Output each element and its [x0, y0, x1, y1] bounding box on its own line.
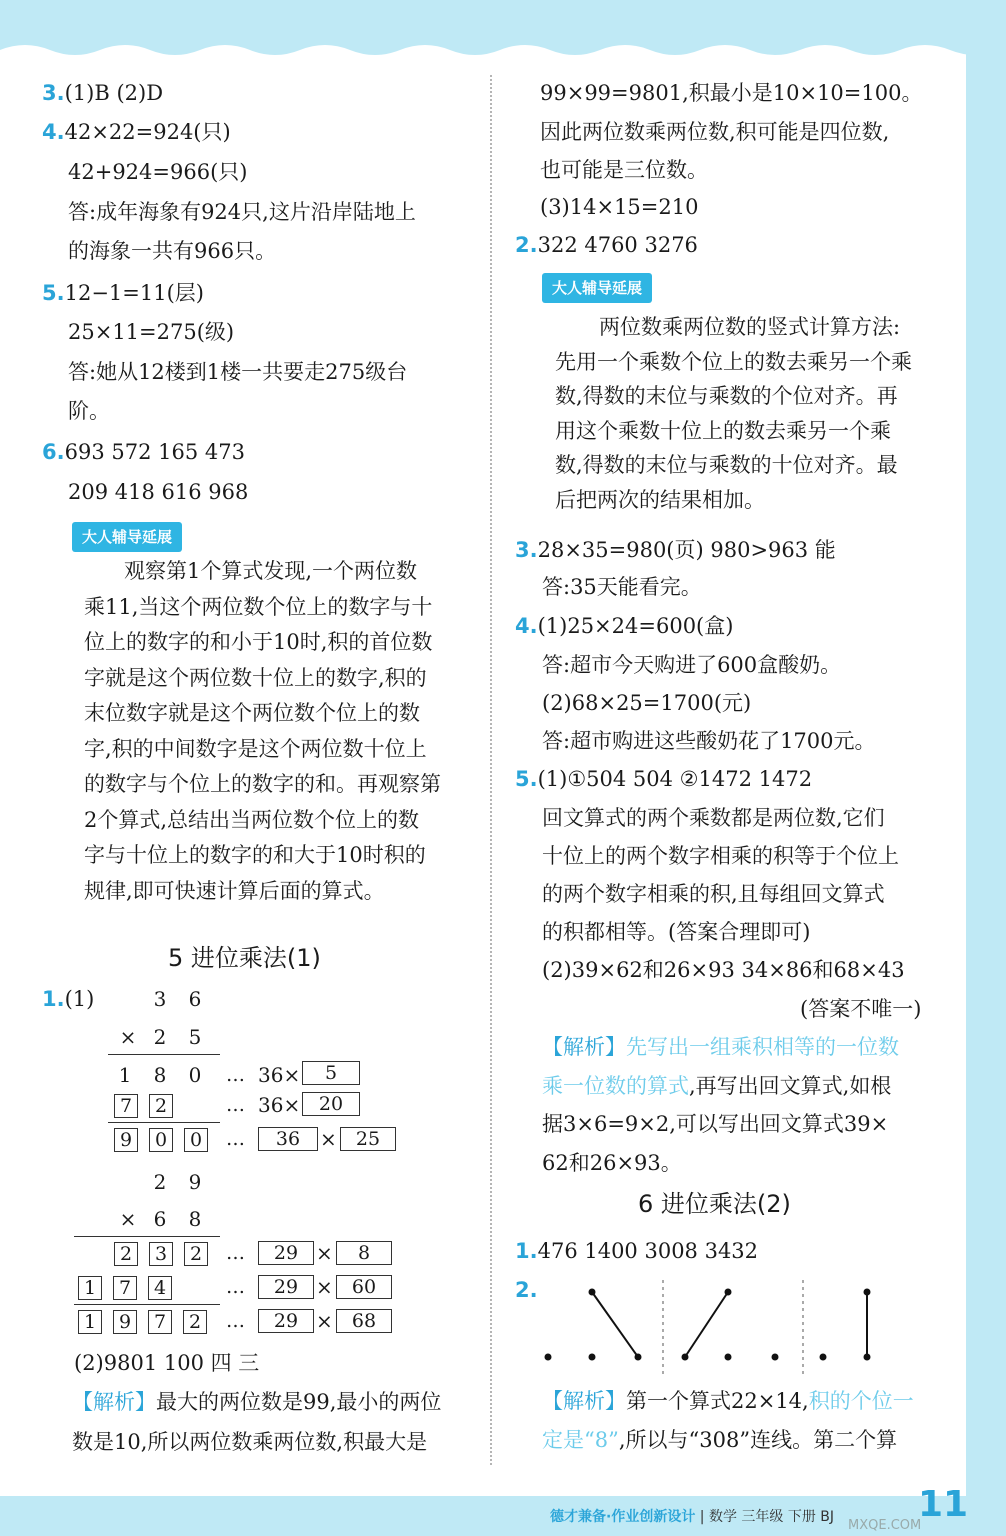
calc-a-dots: …: [226, 1128, 245, 1150]
right-line1: 因此两位数乘两位数,积可能是四位数,: [540, 120, 890, 144]
calc-b-times: ×: [316, 1275, 333, 1299]
calc-a-times: ×: [119, 1025, 137, 1049]
answer-box: 1: [78, 1276, 102, 1300]
answer-box: 2: [184, 1242, 208, 1266]
answer-box: 2: [183, 1310, 207, 1334]
right-q4-line2: 答:超市今天购进了600盒酸奶。: [542, 653, 842, 677]
match-dot: [772, 1354, 779, 1361]
watermark: MXQE.COM: [848, 1518, 922, 1533]
right-q3-line1: 3.28×35=980(页) 980>963 能: [515, 538, 836, 562]
calc-b-line: [74, 1236, 220, 1237]
top-wave-band: [0, 0, 1006, 62]
answer-box: 5: [302, 1061, 360, 1085]
calc-a-digit: 3: [153, 987, 167, 1011]
left-q6-line1: 6.693 572 165 473: [42, 440, 245, 464]
extension-line: 观察第1个算式发现,一个两位数: [124, 559, 418, 583]
extension-line: 规律,即可快速计算后面的算式。: [84, 878, 385, 903]
right-q5-line4: 的两个数字相乘的积,且每组回文算式: [542, 882, 885, 906]
right-q5-line1: 5.(1)①504 504 ②1472 1472: [515, 767, 813, 791]
extension-line: 两位数乘两位数的竖式计算方法:: [599, 315, 901, 339]
right-jiexi-a-line3: 据3×6=9×2,可以写出回文算式39×: [542, 1112, 889, 1136]
extension-line: 乘11,当这个两位数个位上的数字与十: [84, 594, 433, 619]
calc-a-digit: 2: [153, 1025, 167, 1049]
answer-box: 2: [114, 1242, 138, 1266]
answer-box: 2: [149, 1094, 173, 1118]
calc-b-times: ×: [316, 1309, 333, 1333]
match-dot: [725, 1354, 732, 1361]
extension-line: 后把两次的结果相加。: [555, 487, 765, 512]
left-q5-line3: 答:她从12楼到1楼一共要走275级台: [68, 360, 408, 384]
calc-b-times: ×: [119, 1207, 137, 1231]
left-q4-line4: 的海象一共有966只。: [68, 239, 277, 263]
calc-a-dots: …: [226, 1094, 245, 1116]
right-jiexi-b-line1: 【解析】第一个算式22×14,积的个位一: [542, 1389, 914, 1413]
left-q6-line2: 209 418 616 968: [68, 480, 249, 504]
answer-box: 25: [340, 1127, 396, 1151]
right-q3-line2: 答:35天能看完。: [542, 575, 702, 599]
left-q4-line3: 答:成年海象有924只,这片沿岸陆地上: [68, 200, 416, 224]
calc-a-line: [108, 1122, 220, 1123]
calc-a-digit: 6: [188, 987, 202, 1011]
extension-line: 2个算式,总结出当两位数个位上的数: [84, 807, 420, 832]
calc-a-digit: 0: [188, 1063, 202, 1087]
calc-b-digit: 6: [153, 1207, 167, 1231]
extension-line: 位上的数字的和小于10时,积的首位数: [84, 630, 433, 654]
calc-a-times: ×: [320, 1127, 337, 1151]
match-line: [685, 1292, 728, 1357]
calc-a-line: [108, 1054, 220, 1055]
extension-line: 字,积的中间数字是这个两位数十位上: [84, 736, 427, 761]
calc-b-digit: 9: [188, 1170, 202, 1194]
answer-box: 0: [184, 1128, 208, 1152]
match-dot: [545, 1354, 552, 1361]
right-line2: 也可能是三位数。: [540, 158, 708, 182]
section-5-title: 5 进位乘法(1): [168, 944, 321, 972]
page-number: 11: [918, 1484, 969, 1525]
right-jiexi-b-line2: 定是“8”,所以与“308”连线。第二个算: [542, 1428, 898, 1452]
answer-box: 29: [258, 1309, 314, 1333]
right-jiexi-a-line1: 【解析】先写出一组乘积相等的一位数: [542, 1035, 899, 1059]
left-q5-line2: 25×11=275(级): [68, 320, 235, 344]
calc-b-times: ×: [316, 1241, 333, 1265]
right-line0: 99×99=9801,积最小是10×10=100。: [540, 81, 923, 105]
extension-line: 末位数字就是这个两位数个位上的数: [84, 701, 420, 725]
calc-b-digit: 8: [188, 1207, 202, 1231]
answer-box: 29: [258, 1241, 314, 1265]
left-jiexi-line2: 数是10,所以两位数乘两位数,积最大是: [72, 1430, 428, 1454]
match-dot: [589, 1354, 596, 1361]
answer-box: 7: [114, 1094, 138, 1118]
answer-box: 20: [302, 1092, 360, 1116]
extension-line: 字与十位上的数字的和大于10时积的: [84, 843, 426, 867]
extension-line: 数,得数的末位与乘数的个位对齐。再: [555, 384, 898, 408]
right-extension-tag: 大人辅导延展: [542, 273, 652, 303]
calc-b-dots: …: [226, 1276, 245, 1298]
answer-box: 36: [258, 1127, 318, 1151]
right-q4-line4: 答:超市购进这些酸奶花了1700元。: [542, 729, 876, 753]
extension-line: 先用一个乘数个位上的数去乘另一个乘: [555, 349, 912, 374]
left-jiexi-line1: 【解析】最大的两位数是99,最小的两位: [72, 1390, 442, 1414]
match-line: [592, 1292, 638, 1357]
right-q5-line3: 十位上的两个数字相乘的积等于个位上: [542, 844, 899, 868]
left-q5-line1: 5.12−1=11(层): [42, 281, 204, 305]
left-extension-tag: 大人辅导延展: [72, 522, 182, 552]
answer-box: 8: [336, 1241, 392, 1265]
calc-b-dots: …: [226, 1242, 245, 1264]
top-wave-shape: [0, 32, 1006, 62]
matching-diagram: [520, 1270, 900, 1380]
calc-a-e2: 36×: [258, 1093, 301, 1117]
calc-a-digit: 1: [118, 1063, 132, 1087]
right-q4-line1: 4.(1)25×24=600(盒): [515, 614, 734, 638]
left-q4-line1: 4.42×22=924(只): [42, 120, 231, 144]
calc-b-line: [74, 1304, 220, 1305]
answer-box: 0: [149, 1128, 173, 1152]
extension-line: 数,得数的末位与乘数的十位对齐。最: [555, 453, 898, 477]
extension-line: 用这个乘数十位上的数去乘另一个乘: [555, 418, 891, 443]
right-q5-line7: (答案不唯一): [800, 997, 922, 1021]
match-dot: [820, 1354, 827, 1361]
right-jiexi-a-line4: 62和26×93。: [542, 1151, 682, 1175]
answer-box: 3: [149, 1242, 173, 1266]
calc-b-digit: 2: [153, 1170, 167, 1194]
answer-box: 7: [113, 1276, 137, 1300]
answer-box: 4: [148, 1276, 172, 1300]
calc-a-e1: 36×: [258, 1063, 301, 1087]
right-q5-line2: 回文算式的两个乘数都是两位数,它们: [542, 806, 885, 830]
answer-box: 1: [78, 1310, 102, 1334]
extension-line: 字就是这个两位数十位上的数字,积的: [84, 665, 427, 690]
answer-box: 9: [113, 1310, 137, 1334]
right-q2: 2.322 4760 3276: [515, 233, 698, 257]
s6-q2-label: 2.: [515, 1278, 538, 1302]
calc-a-dots: …: [226, 1064, 245, 1086]
right-q5-line5: 的积都相等。(答案合理即可): [542, 920, 811, 944]
right-q4-line3: (2)68×25=1700(元): [542, 691, 752, 715]
left-q5-line4: 阶。: [68, 399, 110, 423]
answer-box: 60: [336, 1275, 392, 1299]
section-6-title: 6 进位乘法(2): [638, 1190, 791, 1218]
answer-box: 68: [336, 1309, 392, 1333]
right-side-band: [966, 0, 1006, 1536]
answer-box: 9: [114, 1128, 138, 1152]
calc-b-dots: …: [226, 1310, 245, 1332]
answer-box: 7: [148, 1310, 172, 1334]
calc-a-digit: 8: [153, 1063, 167, 1087]
page-footer: 德才兼备·作业创新设计 | 数学 三年级 下册 BJ: [550, 1509, 835, 1525]
right-q5-line6: (2)39×62和26×93 34×86和68×43: [542, 958, 905, 982]
calc-a-digit: 5: [188, 1025, 202, 1049]
left-q3: 3.(1)B (2)D: [42, 81, 164, 105]
column-divider: [490, 75, 492, 1465]
right-jiexi-a-line2: 乘一位数的算式,再写出回文算式,如根: [542, 1074, 892, 1098]
answer-box: 29: [258, 1275, 314, 1299]
right-line3: (3)14×15=210: [540, 195, 699, 219]
s5-q1-label: 1.(1): [42, 987, 95, 1011]
s5-q1-part2: (2)9801 100 四 三: [74, 1351, 260, 1375]
s6-q1: 1.476 1400 3008 3432: [515, 1239, 759, 1263]
extension-line: 的数字与个位上的数字的和。再观察第: [84, 772, 441, 796]
left-q4-line2: 42+924=966(只): [68, 160, 248, 184]
